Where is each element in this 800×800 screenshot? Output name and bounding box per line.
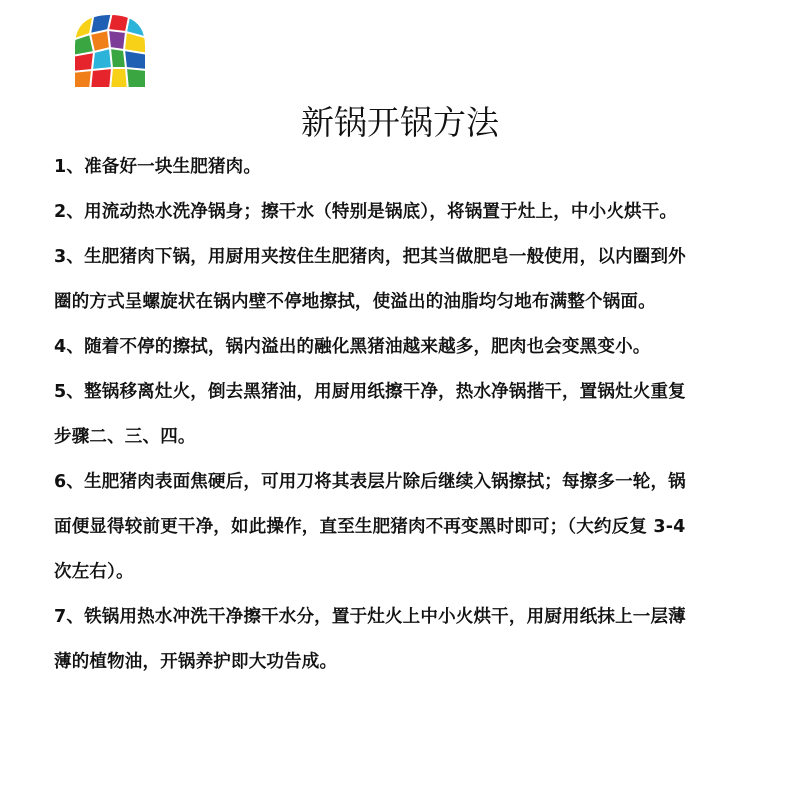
step-7: 7、铁锅用热水冲洗干净擦干水分，置于灶火上中小火烘干，用厨用纸抹上一层薄 薄的植物油，开锅养护即大功告成。 bbox=[54, 607, 686, 672]
step-5: 5、整锅移离灶火，倒去黑猪油，用厨用纸擦干净，热水净锅揩干，置锅灶火重复 步骤二、三、四。 bbox=[54, 382, 686, 447]
step-3: 3、生肥猪肉下锅，用厨用夹按住生肥猪肉，把其当做肥皂一般使用，以内圈到外 圈的方式呈螺旋状在锅内壁不停地擦拭，使溢出的油脂均匀地布满整个锅面。 bbox=[54, 247, 686, 312]
step-6: 6、生肥猪肉表面焦硬后，可用刀将其表层片除后继续入锅擦拭；每擦多一轮，锅 面便显得较前更干净，如此操作，直至生肥猪肉不再变黑时即可；（大约反复 3-4 次左右）。 bbox=[54, 472, 686, 582]
step-2: 2、用流动热水洗净锅身；擦干水（特别是锅底），将锅置于灶上，中小火烘干。 bbox=[54, 202, 678, 222]
page-title: 新锅开锅方法 bbox=[301, 103, 499, 142]
step-1: 1、准备好一块生肥猪肉。 bbox=[54, 157, 262, 177]
stained-glass-logo-icon bbox=[72, 12, 148, 90]
step-4: 4、随着不停的擦拭，锅内溢出的融化黑猪油越来越多，肥肉也会变黑变小。 bbox=[54, 337, 651, 357]
step-list bbox=[54, 145, 784, 685]
